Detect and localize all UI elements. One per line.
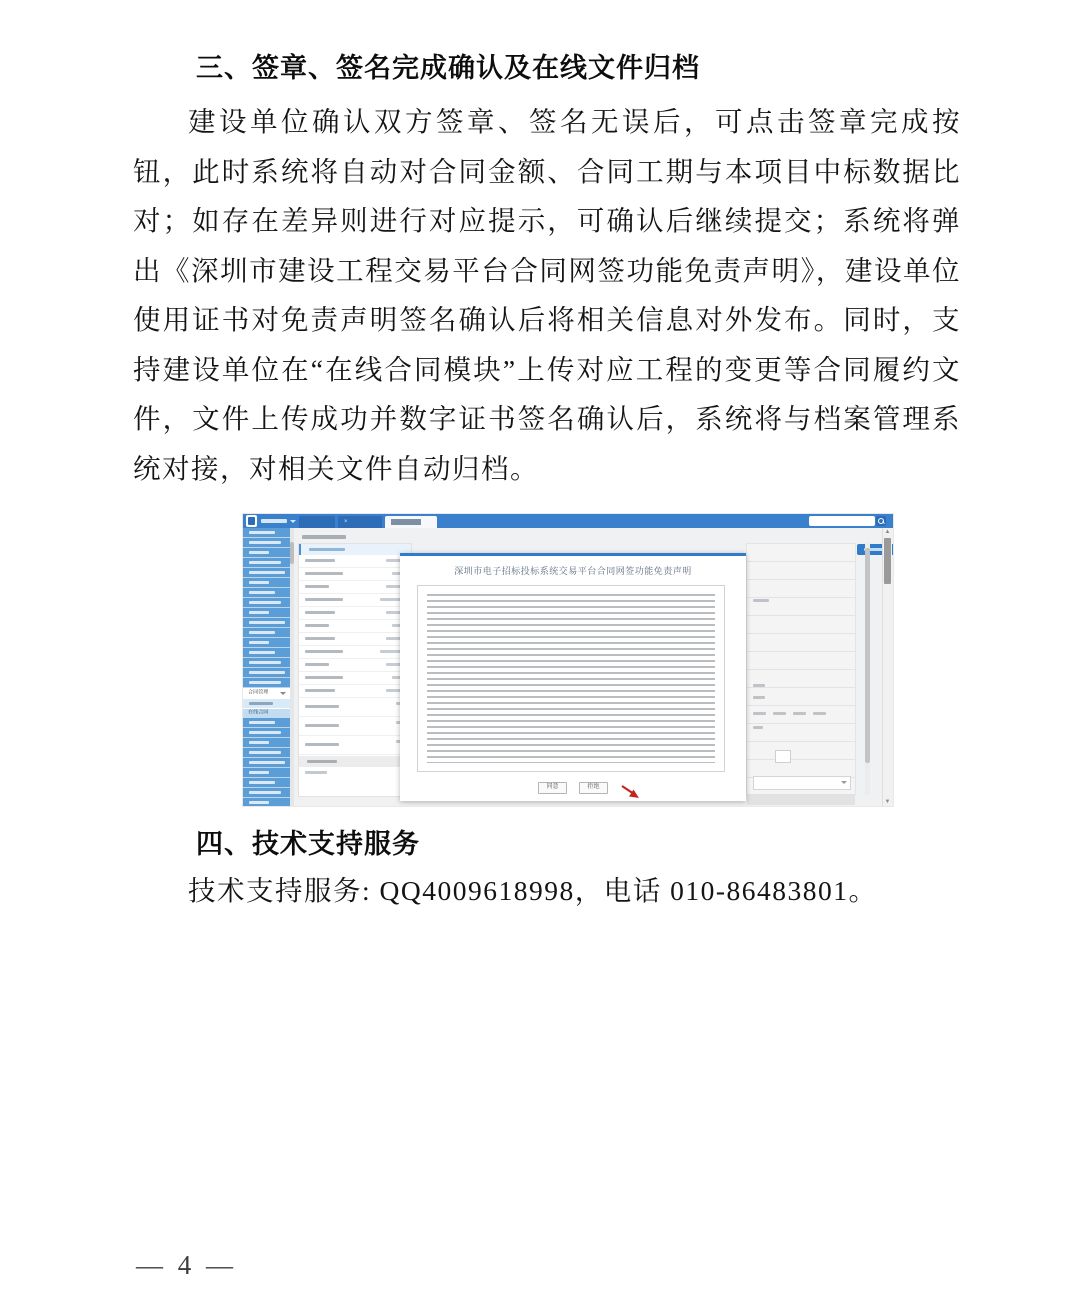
sidebar-item[interactable] bbox=[243, 538, 290, 547]
sidebar-item[interactable] bbox=[243, 608, 290, 617]
chevron-down-icon bbox=[290, 520, 296, 523]
sidebar-item[interactable] bbox=[243, 798, 290, 806]
form-row bbox=[747, 742, 855, 760]
reject-button[interactable]: 拒绝 bbox=[579, 782, 608, 794]
section-heading-4: 四、技术支持服务 bbox=[196, 829, 420, 859]
sidebar-item[interactable] bbox=[243, 748, 290, 757]
app-logo bbox=[246, 515, 257, 527]
form-row bbox=[299, 659, 411, 672]
sidebar-item[interactable] bbox=[243, 598, 290, 607]
sidebar-item[interactable] bbox=[243, 678, 290, 687]
section-3-paragraph: 建设单位确认双方签章、签名无误后，可点击签章完成按钮，此时系统将自动对合同金额、合同工期与本项目中标数据比对；如存在差异则进行对应提示，可确认后继续提交；系统将弹出《深圳市建设工程交易平台合同网签功能免责声明》，建设单位使用证书对免责声明签名确认后将相关信息对外发布。同时，支持建设单位在“在线合同模块”上传对应工程的变更等合同履约文件，文件上传成功并数字证书签名确认后，系统将与档案管理系统对接，对相关文件自动归档。 bbox=[133, 106, 961, 484]
form-row-attachment bbox=[299, 717, 411, 736]
dropdown-select[interactable] bbox=[753, 776, 851, 790]
form-row bbox=[299, 672, 411, 685]
sidebar-item[interactable] bbox=[243, 588, 290, 597]
page-number: — 4 — bbox=[136, 1250, 237, 1280]
form-row bbox=[299, 555, 411, 568]
sidebar-item[interactable] bbox=[243, 738, 290, 747]
section-4-paragraph: 技术支持服务: QQ4009618998，电话 010-86483801。 bbox=[188, 875, 878, 906]
sidebar-scrollbar[interactable] bbox=[290, 528, 294, 806]
search-icon[interactable] bbox=[876, 516, 886, 526]
form-row bbox=[747, 580, 855, 598]
dialog-title: 深圳市电子招标投标系统交易平台合同网签功能免责声明 bbox=[454, 566, 692, 576]
form-row bbox=[299, 581, 411, 594]
mini-input[interactable] bbox=[775, 750, 791, 763]
app-topbar bbox=[243, 514, 893, 528]
form-row bbox=[299, 568, 411, 581]
page-scrollbar[interactable] bbox=[882, 528, 892, 806]
scroll-up-icon[interactable]: ▲ bbox=[884, 529, 891, 535]
scrollbar-thumb[interactable] bbox=[884, 538, 891, 584]
sidebar-item[interactable] bbox=[243, 548, 290, 557]
form-row bbox=[299, 633, 411, 646]
app-main bbox=[290, 528, 893, 806]
disclaimer-dialog bbox=[400, 553, 746, 801]
scroll-down-icon[interactable]: ▼ bbox=[884, 799, 891, 805]
tab-2[interactable]: × bbox=[338, 516, 382, 528]
sidebar-item[interactable] bbox=[243, 648, 290, 657]
sidebar-item[interactable] bbox=[243, 778, 290, 787]
form-row bbox=[747, 544, 855, 562]
tab-1[interactable] bbox=[299, 516, 335, 528]
sidebar-item[interactable] bbox=[243, 788, 290, 797]
form-row bbox=[747, 724, 855, 742]
sidebar-item[interactable] bbox=[243, 768, 290, 777]
form-row bbox=[299, 620, 411, 633]
chevron-down-icon bbox=[280, 692, 286, 695]
tab-active[interactable]: × bbox=[385, 516, 437, 528]
form-row bbox=[747, 634, 855, 652]
form-row bbox=[299, 607, 411, 620]
sidebar-item[interactable] bbox=[243, 658, 290, 667]
app-sidebar bbox=[243, 528, 290, 806]
form-right-column bbox=[746, 543, 856, 795]
embedded-screenshot bbox=[243, 514, 893, 806]
form-section-header bbox=[299, 544, 411, 555]
form-row bbox=[299, 767, 411, 779]
search-input[interactable] bbox=[809, 516, 875, 526]
sidebar-item[interactable] bbox=[243, 699, 290, 708]
sidebar-item[interactable] bbox=[243, 758, 290, 767]
red-arrow-to-agree-button bbox=[620, 784, 642, 800]
section-heading-3: 三、签章、签名完成确认及在线文件归档 bbox=[196, 53, 700, 83]
sidebar-item[interactable] bbox=[243, 558, 290, 567]
form-row bbox=[747, 706, 855, 724]
form-footer-bar bbox=[747, 794, 855, 805]
sidebar-item[interactable] bbox=[243, 638, 290, 647]
sidebar-item[interactable] bbox=[243, 618, 290, 627]
sidebar-item[interactable] bbox=[243, 718, 290, 727]
form-row bbox=[299, 646, 411, 659]
agree-button[interactable]: 同意 bbox=[538, 782, 567, 794]
form-row-attachment bbox=[299, 698, 411, 717]
disclaimer-text-body bbox=[417, 585, 725, 772]
sidebar-item[interactable] bbox=[243, 568, 290, 577]
sidebar-item[interactable] bbox=[243, 578, 290, 587]
my-projects-menu[interactable] bbox=[261, 519, 287, 523]
sidebar-item[interactable] bbox=[243, 728, 290, 737]
sidebar-item-contract-group[interactable]: 合同管理 bbox=[243, 688, 290, 698]
form-row bbox=[747, 616, 855, 634]
form-row bbox=[299, 594, 411, 607]
form-row bbox=[747, 652, 855, 670]
form-row-attachment bbox=[299, 736, 411, 755]
form-row bbox=[747, 562, 855, 580]
sidebar-item[interactable] bbox=[243, 528, 290, 537]
sidebar-item-online-contract[interactable]: 在线合同 bbox=[243, 709, 290, 718]
form-row bbox=[299, 685, 411, 698]
form-subsection-header bbox=[299, 756, 411, 767]
dialog-scrollbar[interactable] bbox=[865, 543, 870, 795]
sidebar-item[interactable] bbox=[243, 668, 290, 677]
breadcrumb bbox=[302, 535, 346, 539]
contract-form-panel bbox=[298, 543, 412, 797]
sidebar-item[interactable] bbox=[243, 628, 290, 637]
